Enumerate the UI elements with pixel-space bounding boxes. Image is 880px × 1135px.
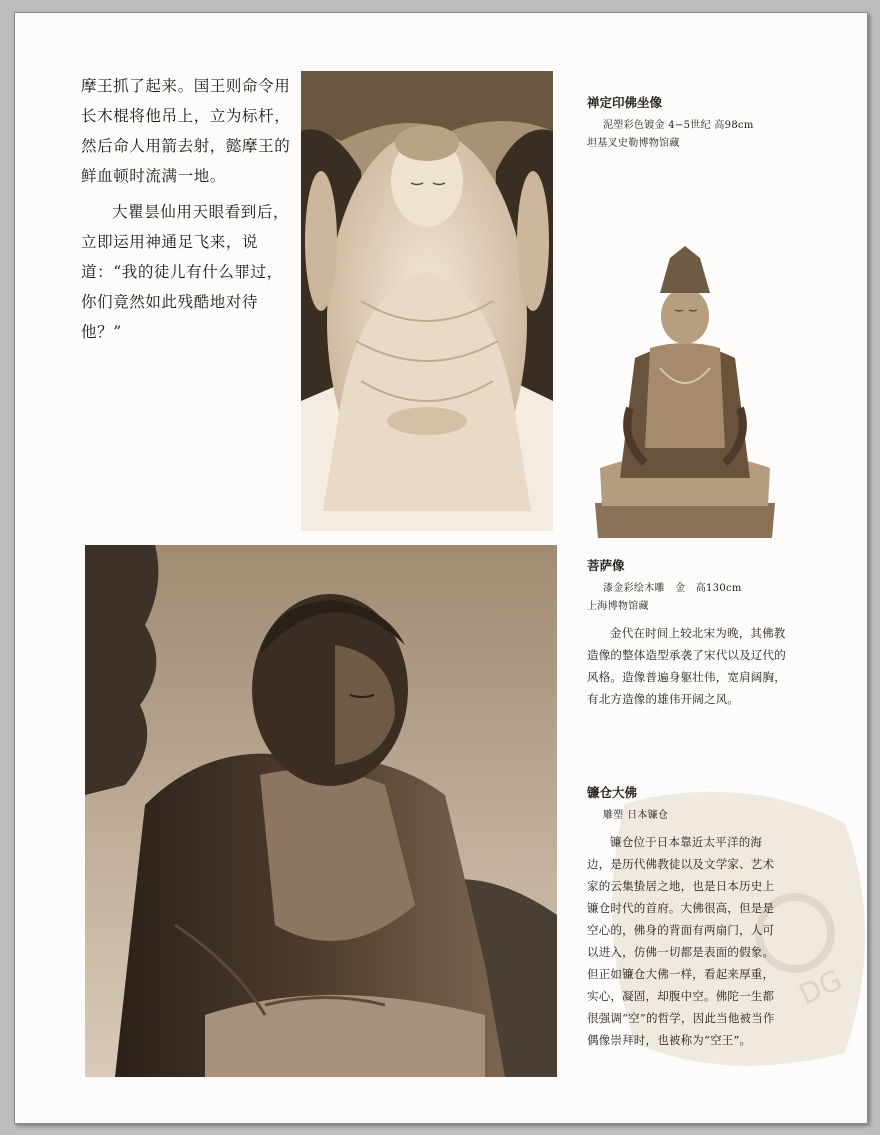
caption-title: 禅定印佛坐像 xyxy=(587,95,663,110)
caption-title: 镰仓大佛 xyxy=(587,785,638,800)
caption-bodhisattva xyxy=(587,556,787,710)
meditation-buddha-photo xyxy=(301,71,553,531)
watermark-text: DG xyxy=(794,963,848,1012)
caption-medium: 泥塑彩色镀金 4−5世纪 高98cm xyxy=(603,120,754,131)
caption-medium: 雕塑 日本镰仓 xyxy=(603,810,669,821)
caption-kamakura-buddha xyxy=(587,783,785,1051)
caption-body: 金代在时间上较北宋为晚，其佛教造像的整体造型承袭了宋代以及辽代的风格。造像普遍身躯壮伟，宽肩阔胸，有北方造像的雄伟开阔之风。 xyxy=(587,626,786,706)
caption-title: 菩萨像 xyxy=(587,558,625,573)
caption-meditation-buddha xyxy=(587,93,817,153)
story-paragraph-2: 大瞿昙仙用天眼看到后，立即运用神通足飞来，说道：“我的徒儿有什么罪过，你们竟然如此残酷地对待他？” xyxy=(81,203,290,341)
caption-museum: 上海博物馆藏 xyxy=(587,601,649,612)
story-paragraph-1: 摩王抓了起来。国王则命令用长木棍将他吊上，立为标杆，然后命人用箭去射，懿摩王的鲜血顿时流满一地。 xyxy=(81,77,291,185)
story-text xyxy=(81,71,291,347)
caption-museum: 坦基叉史勒博物馆藏 xyxy=(587,138,680,149)
caption-body: 镰仓位于日本靠近太平洋的海边，是历代佛教徒以及文学家、艺术家的云集蛰居之地，也是日本历史上镰仓时代的首府。大佛很高，但是是空心的，佛身的背面有两扇门，人可以进入，仿佛一切都是表面的假象。但正如镰仓大佛一样，看起来厚重，实心，凝固，却腹中空。佛陀一生都很强调“空”的哲学，因此当他被当作偶像崇拜时，也被称为“空王”。 xyxy=(587,835,775,1047)
bodhisattva-photo xyxy=(590,238,780,548)
kamakura-buddha-photo xyxy=(85,545,557,1077)
caption-medium: 漆金彩绘木雕 金 高130cm xyxy=(603,583,742,594)
page xyxy=(14,12,868,1124)
